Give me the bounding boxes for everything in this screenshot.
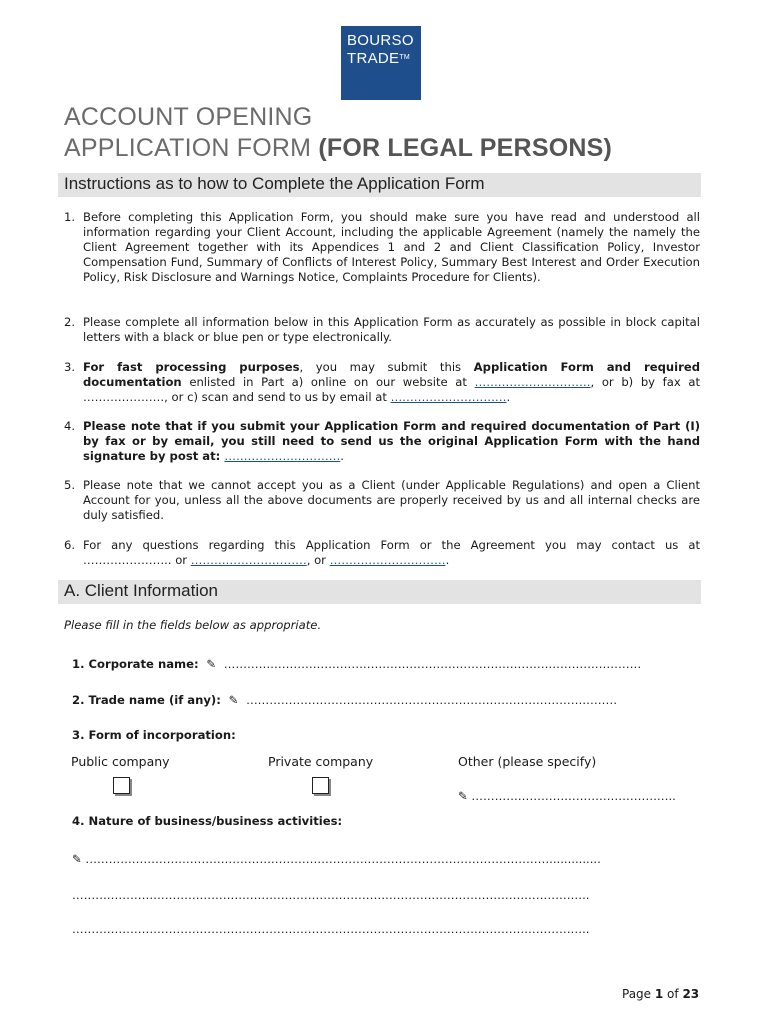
post-address-link[interactable]: ………………………… (224, 449, 341, 463)
pen-icon: ✎ (458, 789, 472, 803)
other-label: Other (please specify) (458, 754, 597, 769)
nature-of-business-label: 4. Nature of business/business activities: (72, 814, 343, 828)
instruction-item-4: 4. Please note that if you submit your Application Form and required documentation of Part (I) by fax or by email, you still need to send us the original Application Form with the hand signature by post at: …………………………. (64, 419, 700, 463)
page-title-line2: APPLICATION FORM (FOR LEGAL PERSONS) (64, 134, 612, 162)
logo-line1: BOURSO (347, 32, 414, 49)
instruction-item-1: 1. Before completing this Application Form, you should make sure you have read and understood all information regarding your Client Account, including the applicable Agreement (namely the namely the Client Agreement together with its Appendices 1 and 2 and Client Classification Policy, Investor Compensation Fund, Summary of Conflicts of Interest Policy, Summary Best Interest and Order Execution Policy, Risk Disclosure and Warnings Notice, Complaints Procedure for Clients). (64, 210, 700, 284)
instruction-item-6: 6. For any questions regarding this Application Form or the Agreement you may contact us at ………………….. or …………………………, or …………………………. (64, 538, 700, 567)
website-link[interactable]: ………………………… (474, 375, 591, 389)
public-company-label: Public company (71, 754, 170, 769)
instruction-item-2: 2. Please complete all information below in this Application Form as accurately as possible in block capital letters with a black or blue pen or type electronically. (64, 315, 700, 344)
instruction-item-5: 5. Please note that we cannot accept you as a Client (under Applicable Regulations) and open a Client Account for you, unless all the above documents are properly received by us and all internal checks are duly satisfied. (64, 478, 700, 522)
corporate-name-dots: ……………………………………………………………………………………………… (223, 657, 642, 671)
section-a-heading-band (58, 580, 701, 604)
public-company-checkbox[interactable] (113, 777, 130, 794)
nature-of-business-line2[interactable]: …………………………………………………………………………………………………………………….. (72, 888, 590, 902)
contact-link-1[interactable]: ………………………… (190, 553, 307, 567)
nature-of-business-line1[interactable]: ✎ ………………………………………………………………………………………………………….............. (72, 852, 601, 866)
contact-link-2[interactable]: ………………………… (329, 553, 446, 567)
instruction-item-3: 3. For fast processing purposes, you may submit this Application Form and required documentation enlisted in Part a) online on our website at …………………………, or b) by fax at …………………, or c) scan and send to us by email at …………………………. (64, 360, 701, 404)
trade-name-dots: …………………………………………………………………………………… (246, 693, 618, 707)
private-company-checkbox[interactable] (312, 777, 329, 794)
section-a-heading: A. Client Information (64, 581, 219, 600)
trade-name-field[interactable]: 2. Trade name (if any): ✎ …………………………………………………………………………………… (72, 693, 618, 707)
form-of-incorporation-label: 3. Form of incorporation: (72, 728, 236, 742)
company-logo (341, 26, 421, 100)
fill-instructions-note: Please fill in the fields below as appropriate. (64, 618, 322, 632)
pen-icon: ✎ (72, 852, 86, 866)
other-specify-field[interactable]: ✎ …………………………………………….. (458, 789, 676, 803)
pen-icon: ✎ (224, 693, 243, 707)
page-number: Page 1 of 23 (622, 987, 700, 1001)
private-company-label: Private company (268, 754, 374, 769)
corporate-name-field[interactable]: 1. Corporate name: ✎ ……………………………………………………………………………………………… (72, 657, 642, 671)
logo-line2: TRADE™ (347, 50, 411, 67)
email-link[interactable]: ………………………… (390, 390, 507, 404)
nature-of-business-line3[interactable]: …………………………………………………………………………………………………………………….. (72, 922, 590, 936)
page-title-line1: ACCOUNT OPENING (64, 103, 313, 131)
instructions-heading-band (58, 173, 701, 197)
instructions-heading: Instructions as to how to Complete the Application Form (64, 174, 485, 193)
pen-icon: ✎ (202, 657, 220, 671)
